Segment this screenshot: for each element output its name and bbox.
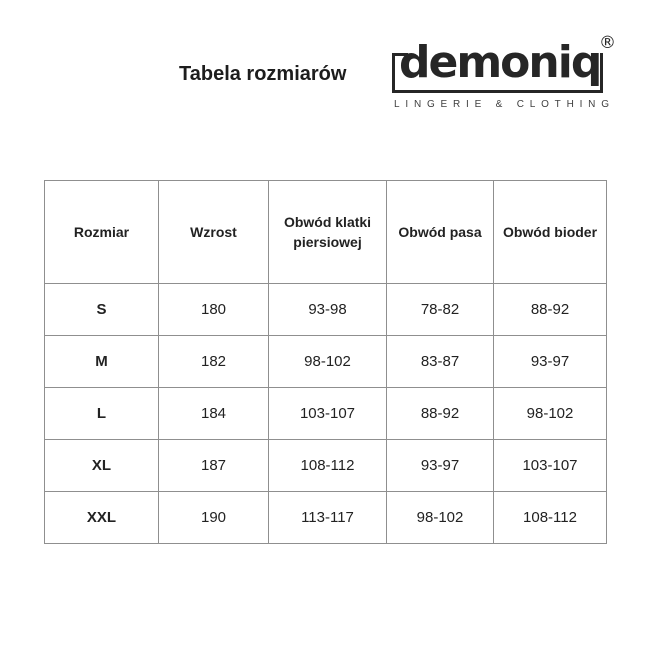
value-cell: 83-87 [387,336,494,388]
value-cell: 103-107 [269,388,387,440]
value-cell: 184 [159,388,269,440]
size-cell: M [45,336,159,388]
size-cell: S [45,284,159,336]
value-cell: 190 [159,492,269,544]
value-cell: 93-97 [387,440,494,492]
value-cell: 88-92 [387,388,494,440]
column-header-obwod-bioder: Obwód bioder [494,181,607,284]
value-cell: 98-102 [494,388,607,440]
value-cell: 93-98 [269,284,387,336]
value-cell: 98-102 [387,492,494,544]
brand-tagline: LINGERIE & CLOTHING [394,99,615,110]
value-cell: 182 [159,336,269,388]
value-cell: 187 [159,440,269,492]
column-header-obwod-klatki: Obwód klatki piersiowej [269,181,387,284]
table-row-xl [45,440,607,492]
table-header-row [45,181,607,284]
value-cell: 108-112 [269,440,387,492]
value-cell: 98-102 [269,336,387,388]
size-table [44,180,607,544]
value-cell: 78-82 [387,284,494,336]
column-header-wzrost: Wzrost [159,181,269,284]
registered-trademark-icon: ® [599,33,616,53]
value-cell: 113-117 [269,492,387,544]
column-header-obwod-pasa: Obwód pasa [387,181,494,284]
table-row-m [45,336,607,388]
value-cell: 93-97 [494,336,607,388]
column-header-rozmiar: Rozmiar [45,181,159,284]
page-title: Tabela rozmiarów [179,63,347,85]
table-row-s [45,284,607,336]
size-cell: XL [45,440,159,492]
brand-name: demoniq [399,37,601,88]
size-cell: XXL [45,492,159,544]
value-cell: 180 [159,284,269,336]
value-cell: 88-92 [494,284,607,336]
value-cell: 108-112 [494,492,607,544]
table-row-l [45,388,607,440]
size-cell: L [45,388,159,440]
value-cell: 103-107 [494,440,607,492]
brand-logo [392,33,618,116]
table-row-xxl [45,492,607,544]
